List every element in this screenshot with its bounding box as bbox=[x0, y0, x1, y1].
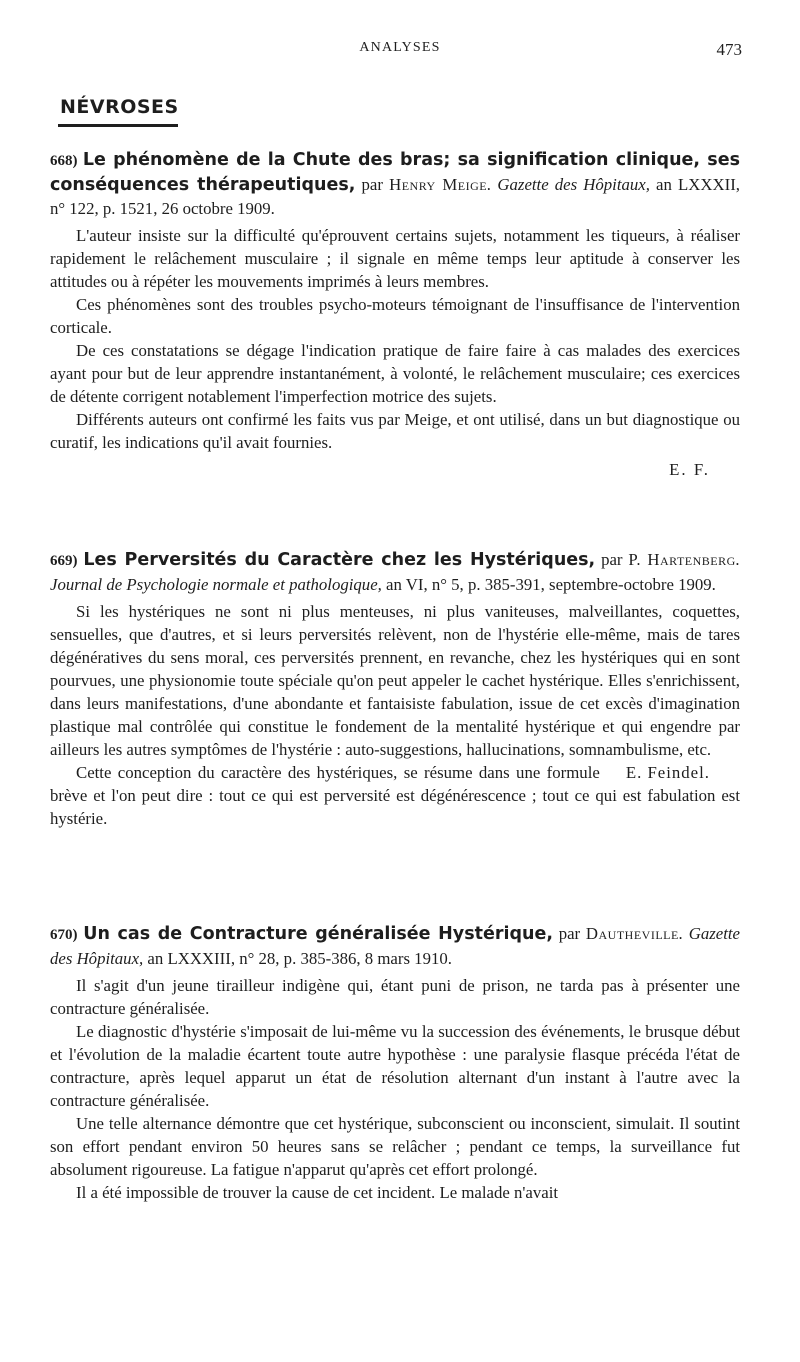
abstract-entry-668 bbox=[50, 148, 740, 481]
entry-by: par bbox=[595, 550, 629, 569]
entry-paragraph-text: Cette conception du caractère des hystériques, se résume dans une formule brève et l'on peut dire : tout ce qui est perversité est dégénérescence ; tout ce qui est fabulation est hystérie. bbox=[50, 763, 740, 828]
entry-paragraph: Une telle alternance démontre que cet hystérique, subconscient ou inconscient, simulait. Il soutint son effort pendant environ 50 heures sans se relâcher ; pendant ce temps, la surveillance fut absolument rigoureuse. La fatigue n'apparut qu'après cet effort prolongé. bbox=[50, 1114, 740, 1179]
entry-paragraph: Le diagnostic d'hystérie s'imposait de lui-même vu la succession des événements, le brusque début et l'évolution de la maladie écartent toute autre hypothèse : une paralysie flasque précéda l'état de contracture, après lequel apparut un état de résolution alternant d'un instant à l'autre avec la contracture généralisée. bbox=[50, 1022, 740, 1110]
entry-paragraph: Si les hystériques ne sont ni plus menteuses, ni plus vaniteuses, malveillantes, coquettes, sensuelles, que d'autres, et si leurs perversités relèvent, non de l'hystérie elle-même, mais de tares dégénératives du sens moral, ces perversités prennent, en revanche, chez les hystériques qui en sont pourvues, une physionomie toute spéciale qu'on peut appeler le cachet hystérique. Elles s'enrichissent, dans leurs manifestations, d'une abondante et fantaisiste fabulation, issue de cet excès d'imagination plastique mal contrôlée qui constitue le fondement de la mentalité hystérique et qui engendre par ailleurs les autres symptômes de l'hystérie : auto-suggestions, hallucinations, somnambulisme, etc. bbox=[50, 602, 740, 759]
running-title: ANALYSES bbox=[359, 40, 441, 55]
entry-paragraph: Il a été impossible de trouver la cause de cet incident. Le malade n'avait bbox=[76, 1183, 559, 1202]
entry-paragraph: De ces constatations se dégage l'indication pratique de faire faire à cas malades des exercices ayant pour but de leur apprendre instantanément, à volonté, le relâchement musculaire; ces exercices de détente corrigent notablement l'imperfection motrice des sujets. bbox=[50, 341, 740, 406]
entry-signature: E. Feindel. bbox=[625, 763, 710, 782]
entry-title: Un cas de Contracture généralisée Hystérique, bbox=[83, 924, 553, 944]
entry-by: par bbox=[552, 924, 586, 943]
entry-citation: an LXXXIII, n° 28, p. 385-386, 8 mars 1910. bbox=[143, 949, 452, 968]
entry-number: 669) bbox=[50, 553, 78, 569]
entry-source: . Gazette des Hôpitaux, bbox=[50, 924, 740, 968]
entry-title: Le phénomène de la Chute des bras; sa signification clinique, ses conséquences thérapeutiques, bbox=[50, 150, 740, 195]
entry-paragraph: Ces phénomènes sont des troubles psycho-moteurs témoignant de l'insuffisance de l'intervention corticale. bbox=[50, 295, 740, 337]
section-title-underline bbox=[58, 124, 178, 127]
entry-author: Henry Meige bbox=[389, 175, 488, 194]
abstract-entry-669 bbox=[50, 548, 740, 830]
entry-source: . Journal de Psychologie normale et pathologique, bbox=[50, 550, 740, 594]
section-title: NÉVROSES bbox=[60, 96, 179, 118]
entry-author: P. Hartenberg bbox=[628, 550, 736, 569]
entry-paragraph: Différents auteurs ont confirmé les faits vus par Meige, et ont utilisé, dans un but diagnostique ou curatif, les indications qu'il avait fournies. bbox=[50, 410, 740, 452]
page-number: 473 bbox=[716, 40, 742, 59]
entry-paragraph: Il s'agit d'un jeune tirailleur indigène qui, étant puni de prison, ne tarda pas à présenter une contracture généralisée. bbox=[50, 976, 740, 1018]
entry-signature: E. F. bbox=[669, 460, 710, 479]
entry-number: 670) bbox=[50, 927, 78, 943]
entry-source: . Gazette des Hôpitaux, bbox=[487, 175, 650, 194]
entry-title: Les Perversités du Caractère chez les Hystériques, bbox=[83, 550, 596, 570]
entry-paragraph bbox=[50, 761, 740, 830]
entry-paragraph: L'auteur insiste sur la difficulté qu'éprouvent certains sujets, notamment les tiqueurs, à réaliser rapidement le relâchement musculaire ; il signale en même temps leur aptitude à conserver les attitudes ou à répéter les mouvements imprimés à leurs membres. bbox=[50, 226, 740, 291]
abstract-entry-670 bbox=[50, 922, 740, 1204]
entry-author: Dautheville bbox=[585, 924, 679, 943]
entry-heading bbox=[50, 922, 740, 970]
entry-citation: an VI, n° 5, p. 385-391, septembre-octobre 1909. bbox=[381, 575, 716, 594]
entry-by: par bbox=[355, 175, 390, 194]
entry-number: 668) bbox=[50, 153, 78, 169]
entry-citation: an LXXXII, n° 122, p. 1521, 26 octobre 1909. bbox=[50, 175, 741, 218]
entry-heading bbox=[50, 148, 740, 220]
entry-heading bbox=[50, 548, 740, 596]
